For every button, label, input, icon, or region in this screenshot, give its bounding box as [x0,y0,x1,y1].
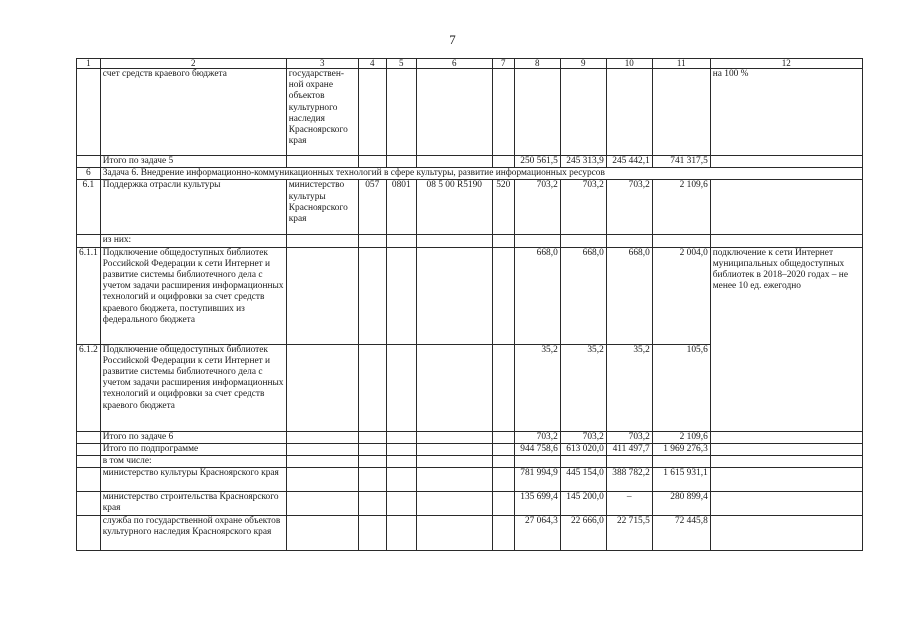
value-cell: 35,2 [514,344,560,431]
value-cell: 22 715,5 [606,516,652,551]
value-cell: 388 782,2 [606,468,652,492]
table-row [77,443,863,455]
table-row [77,69,863,156]
header-row [77,59,863,69]
total-label: Итого по задаче 5 [100,156,286,168]
value-cell: 781 994,9 [514,468,560,492]
col-header: 9 [560,59,606,69]
value-cell: 703,2 [514,431,560,443]
value-cell: 105,6 [652,344,710,431]
table-row [77,516,863,551]
agency-total-label: министерство культуры Красноярского края [100,468,286,492]
value-cell: 245 442,1 [606,156,652,168]
value-cell: 35,2 [606,344,652,431]
task-number: 6 [77,168,101,180]
value-cell: 22 666,0 [560,516,606,551]
vr-code: 520 [492,180,514,235]
total-label: Итого по задаче 6 [100,431,286,443]
measure-name: Подключение общедоступных библиотек Российской Федерации к сети Интернет и развитие системы библиотечного дела с учетом задачи расширения информационных технологий и оцифровки за счет средств краевого бюджета, поступивших из федерального бюджета [100,247,286,344]
value-cell: 703,2 [560,180,606,235]
value-cell: 703,2 [606,431,652,443]
value-cell: 245 313,9 [560,156,606,168]
value-cell: 668,0 [606,247,652,344]
including-label: в том числе: [100,456,286,468]
table-row [77,492,863,516]
measure-name: Поддержка отрасли культуры [100,180,286,235]
value-cell: 27 064,3 [514,516,560,551]
of-them-label: из них: [100,235,286,247]
task-heading-row [77,168,863,180]
row-number: 6.1 [77,180,101,235]
result-cell: на 100 % [710,69,862,156]
value-cell: 703,2 [606,180,652,235]
measure-name: Подключение общедоступных библиотек Российской Федерации к сети Интернет и развитие системы библиотечного дела с учетом задачи расширения информационных технологий и оцифровки за счет средств краевого бюджета [100,344,286,431]
value-cell: 1 615 931,1 [652,468,710,492]
value-cell: 2 109,6 [652,431,710,443]
col-header: 8 [514,59,560,69]
value-cell: 668,0 [514,247,560,344]
value-cell: 703,2 [560,431,606,443]
col-header: 11 [652,59,710,69]
value-cell: 668,0 [560,247,606,344]
value-cell: 703,2 [514,180,560,235]
col-header: 1 [77,59,101,69]
table-row [77,247,863,344]
value-cell: 2 109,6 [652,180,710,235]
value-cell: 944 758,6 [514,443,560,455]
value-cell: 411 497,7 [606,443,652,455]
col-header: 5 [386,59,416,69]
agency-cell: государствен-ной охране объектов культурного наследия Красноярского края [286,69,358,156]
total-label: Итого по подпрограмме [100,443,286,455]
result-cell: подключение к сети Интернет муниципальных общедоступных библиотек в 2018–2020 годах – не менее 10 ед. ежегодно [710,247,862,431]
agency-total-label: министерство строительства Красноярского края [100,492,286,516]
row-number: 6.1.1 [77,247,101,344]
col-header: 4 [358,59,386,69]
col-header: 7 [492,59,514,69]
value-cell: 72 445,8 [652,516,710,551]
row-number: 6.1.2 [77,344,101,431]
page-number: 7 [449,32,456,47]
rzpr-code: 0801 [386,180,416,235]
table-row [77,235,863,247]
grbs-code: 057 [358,180,386,235]
value-cell: – [606,492,652,516]
csr-code: 08 5 00 R5190 [416,180,492,235]
value-cell: 1 969 276,3 [652,443,710,455]
col-header: 2 [100,59,286,69]
value-cell: 741 317,5 [652,156,710,168]
agency-cell: министерство культуры Красноярского края [286,180,358,235]
program-table [76,58,863,551]
table-row [77,180,863,235]
value-cell: 280 899,4 [652,492,710,516]
col-header: 6 [416,59,492,69]
value-cell: 135 699,4 [514,492,560,516]
col-header: 10 [606,59,652,69]
value-cell: 613 020,0 [560,443,606,455]
agency-total-label: служба по государственной охране объектов культурного наследия Красноярского края [100,516,286,551]
value-cell: 445 154,0 [560,468,606,492]
col-header: 12 [710,59,862,69]
table-row [77,456,863,468]
table-row [77,468,863,492]
table-row [77,431,863,443]
value-cell: 35,2 [560,344,606,431]
task-title: Задача 6. Внедрение информационно-коммуникационных технологий в сфере культуры, развитие информационных ресурсов [100,168,862,180]
value-cell: 2 004,0 [652,247,710,344]
value-cell: 145 200,0 [560,492,606,516]
table-row [77,156,863,168]
measure-name: счет средств краевого бюджета [100,69,286,156]
col-header: 3 [286,59,358,69]
value-cell: 250 561,5 [514,156,560,168]
